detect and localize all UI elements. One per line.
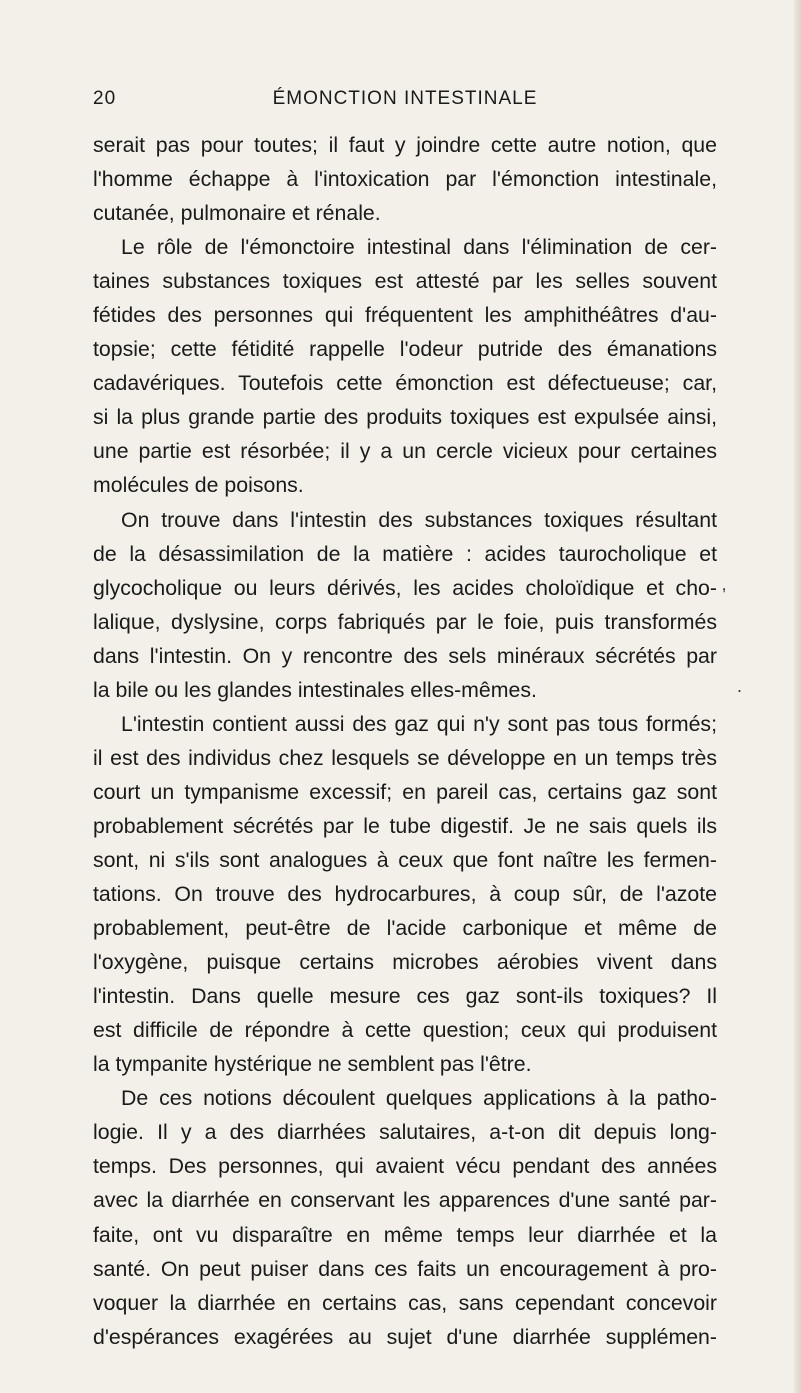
text-line: taines substances toxiques est attesté par les selles souvent [93,269,717,294]
page-header [93,88,717,118]
text-line: l'intestin. Dans quelle mesure ces gaz sont-ils toxiques? Il [93,984,717,1009]
text-line: court un tympanisme excessif; en pareil cas, certains gaz sont [93,779,717,804]
text-line: de la désassimilation de la matière : acides taurocholique et [93,541,717,566]
text-line: la tympanite hystérique ne semblent pas l'être. [93,1052,532,1077]
text-line: sont, ni s'ils sont analogues à ceux que font naître les fermen- [93,847,717,872]
text-line: cadavériques. Toutefois cette émonction est défectueuse; car, [93,371,717,396]
text-line: d'espérances exagérées au sujet d'une diarrhée supplémen- [93,1324,717,1349]
margin-comma-mark: ‚ [722,574,726,594]
text-line: On trouve dans l'intestin des substances toxiques résultant [121,507,717,532]
text-line: l'homme échappe à l'intoxication par l'émonction intestinale, [93,167,717,192]
text-line: De ces notions découlent quelques applications à la patho- [121,1086,717,1111]
body-text [93,128,717,1354]
margin-dot-mark: . [737,676,743,696]
text-line: faite, ont vu disparaître en même temps leur diarrhée et la [93,1222,717,1247]
text-line: fétides des personnes qui fréquentent les amphithéâtres d'au- [93,303,717,328]
text-line: logie. Il y a des diarrhées salutaires, a-t-on dit depuis long- [93,1120,717,1145]
text-line: voquer la diarrhée en certains cas, sans cependant concevoir [93,1290,717,1315]
text-line: probablement sécrétés par le tube digestif. Je ne sais quels ils [93,813,717,838]
text-line: avec la diarrhée en conservant les apparences d'une santé par- [93,1188,717,1213]
text-line: molécules de poisons. [93,473,304,498]
text-line: santé. On peut puiser dans ces faits un encouragement à pro- [93,1256,717,1281]
text-line: temps. Des personnes, qui avaient vécu pendant des années [93,1154,717,1179]
text-line: si la plus grande partie des produits toxiques est expulsée ainsi, [93,405,717,430]
text-line: probablement, peut-être de l'acide carbonique et même de [93,916,717,941]
text-line: il est des individus chez lesquels se développe en un temps très [93,745,717,770]
text-line: glycocholique ou leurs dérivés, les acides choloïdique et cho- [93,575,717,600]
text-line: la bile ou les glandes intestinales elles-mêmes. [93,677,537,702]
text-line: lalique, dyslysine, corps fabriqués par le foie, puis transformés [93,609,717,634]
page-edge-shadow [794,0,801,1393]
running-title: ÉMONCTION INTESTINALE [272,88,538,109]
text-line: tations. On trouve des hydrocarbures, à coup sûr, de l'azote [93,882,717,907]
text-line: une partie est résorbée; il y a un cercle vicieux pour certaines [93,439,717,464]
text-line: l'oxygène, puisque certains microbes aérobies vivent dans [93,950,717,975]
text-line: L'intestin contient aussi des gaz qui n'y sont pas tous formés; [121,711,717,736]
text-line: cutanée, pulmonaire et rénale. [93,201,381,226]
text-line: topsie; cette fétidité rappelle l'odeur putride des émanations [93,337,717,362]
text-line: serait pas pour toutes; il faut y joindre cette autre notion, que [93,133,717,157]
text-line: dans l'intestin. On y rencontre des sels minéraux sécrétés par [93,643,717,668]
text-line: Le rôle de l'émonctoire intestinal dans l'élimination de cer- [121,235,717,260]
page-number: 20 [93,88,117,109]
text-line: est difficile de répondre à cette question; ceux qui produisent [93,1018,717,1043]
